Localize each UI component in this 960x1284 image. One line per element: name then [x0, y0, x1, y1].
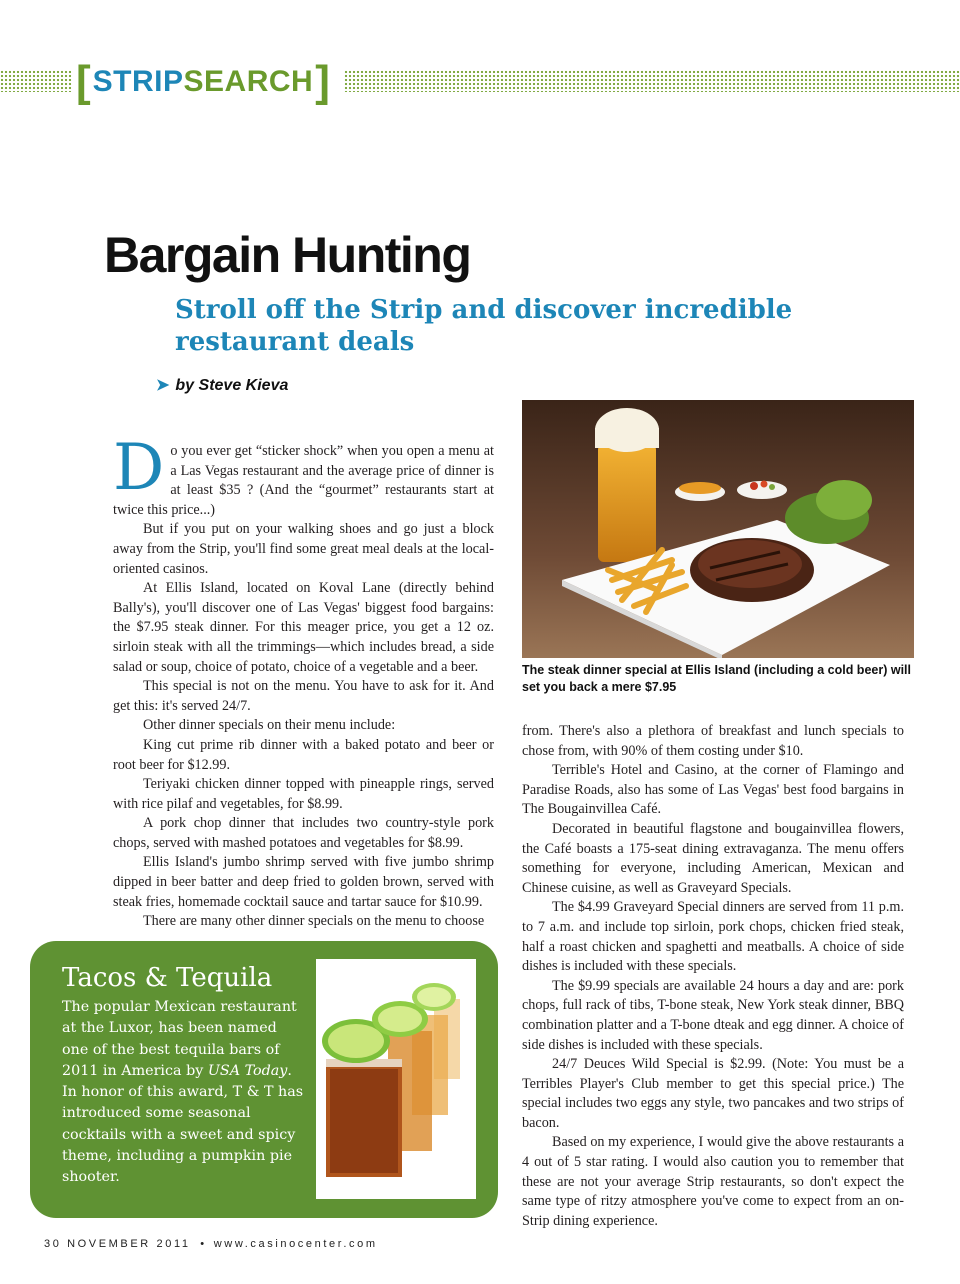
article-paragraph: But if you put on your walking shoes and go just a block away from the Strip, you'll find some great meal deals at the local-oriented casinos.: [113, 521, 494, 577]
article-paragraph: King cut prime rib dinner with a baked potato and beer or root beer for $12.99.: [113, 736, 494, 773]
sidebar-text: The popular Mexican restaurant at the Luxor, has been named one of the best tequila bars of 2011 in America by USA Today. In honor of this award, T & T has introduced some seasonal cocktails with a sweet and spicy theme, including a pumpkin pie shooter.: [62, 999, 304, 1186]
article-paragraph: Other dinner specials on their menu include:: [143, 717, 396, 734]
drop-cap: D: [113, 431, 165, 505]
article-paragraph: Do you ever get “sticker shock” when you open a menu at a Las Vegas restaurant and the average price of dinner is at least $35 ? (And the “gourmet” restaurants start at twice this price...): [113, 431, 494, 518]
section-close-bracket: ]: [315, 57, 330, 106]
article-byline: [156, 375, 288, 395]
header-dot-rule-left: [0, 70, 72, 92]
article-paragraph: Terrible's Hotel and Casino, at the corner of Flamingo and Paradise Roads, also has some of Las Vegas' best food bargains in The Bougainvillea Café.: [522, 762, 904, 818]
footer-bullet: •: [200, 1238, 205, 1250]
steak-dinner-illustration: [522, 400, 914, 658]
steak-dinner-photo: [522, 400, 914, 658]
article-paragraph: The $4.99 Graveyard Special dinners are served from 11 p.m. to 7 a.m. and include top sirloin, pork chops, chicken fried steak, half a roast chicken and spaghetti and meatballs. A choice of side dishes is included with these specials.: [522, 899, 904, 975]
section-name-search: SEARCH: [183, 65, 314, 98]
section-header: [76, 57, 330, 106]
page-number: 30: [44, 1238, 62, 1250]
article-paragraph: 24/7 Deuces Wild Special is $2.99. (Note: You must be a Terribles Player's Club member to get this special price.) The special includes two eggs any style, two pancakes and two strips of bacon.: [522, 1056, 904, 1131]
byline-arrow-icon: ➤: [156, 377, 170, 394]
article-paragraph: Ellis Island's jumbo shrimp served with five jumbo shrimp dipped in beer batter and deep fried to golden brown, served with steak fries, homemade cocktail sauce and tartar sauce for $10.99.: [113, 854, 494, 910]
article-paragraph: The $9.99 specials are available 24 hours a day and are: pork chops, full rack of tibs, T-bone steak, New York steak dinner, BBQ combination platter and a T-bone dteak and egg dinner. A choice of side dishes is included with these specials.: [522, 977, 904, 1053]
section-name-strip: STRIP: [92, 65, 184, 98]
article-paragraph: There are many other dinner specials on the menu to choose: [143, 913, 485, 930]
article-paragraph: Teriyaki chicken dinner topped with pineapple rings, served with rice pilaf and vegetables, for $8.99.: [113, 776, 494, 812]
article-paragraph: Decorated in beautiful flagstone and bougainvillea flowers, the Café boasts a 175-seat dining extravaganza. The menu offers something for everyone, including American, Mexican and Chinese cuisine, as well as Graveyard Specials.: [522, 820, 904, 896]
article-paragraph: At Ellis Island, located on Koval Lane (directly behind Bally's), you'll discover one of Las Vegas' biggest food bargains: the $7.95 steak dinner. For this meager price, you get a 12 oz. sirloin steak with all the trimmings—which includes bread, a side salad or soup, choice of potato, choice of a vegetable and a beer.: [113, 580, 494, 675]
sidebar-publication-name: USA Today: [207, 1062, 288, 1079]
article-column-left: [113, 431, 494, 932]
article-paragraph: A pork chop dinner that includes two country-style pork chops, served with mashed potatoes and vegetables for $8.99.: [113, 815, 494, 851]
article-subtitle: Stroll off the Strip and discover incredible restaurant deals: [175, 295, 793, 357]
tequila-shots-photo: [316, 959, 476, 1199]
sidebar-box: [30, 941, 498, 1218]
footer-website: www.casinocenter.com: [213, 1238, 378, 1250]
section-open-bracket: [: [76, 57, 91, 106]
tequila-shots-illustration: [316, 959, 476, 1199]
page-footer: [44, 1238, 378, 1250]
article-paragraph: Based on my experience, I would give the above restaurants a 4 out of 5 star rating. I would also caution you to remember that these are not your average Strip restaurants, so don't expect the same type of ritzy atmosphere you've come to expect from an on-Strip dining experience.: [522, 1134, 904, 1229]
article-paragraph: from. There's also a plethora of breakfast and lunch specials to chose from, with 90% of them costing under $10.: [522, 723, 904, 759]
photo-caption: The steak dinner special at Ellis Island (including a cold beer) will set you back a mere $7.95: [522, 663, 911, 694]
sidebar-title: Tacos & Tequila: [62, 963, 273, 993]
article-paragraph: This special is not on the menu. You have to ask for it. And get this: it's served 24/7.: [113, 678, 494, 714]
article-column-right: [522, 722, 904, 1231]
header-dot-rule-right: [344, 70, 960, 92]
issue-date: NOVEMBER 2011: [67, 1238, 191, 1250]
byline-author: by Steve Kieva: [175, 377, 289, 394]
article-title: Bargain Hunting: [104, 227, 471, 283]
